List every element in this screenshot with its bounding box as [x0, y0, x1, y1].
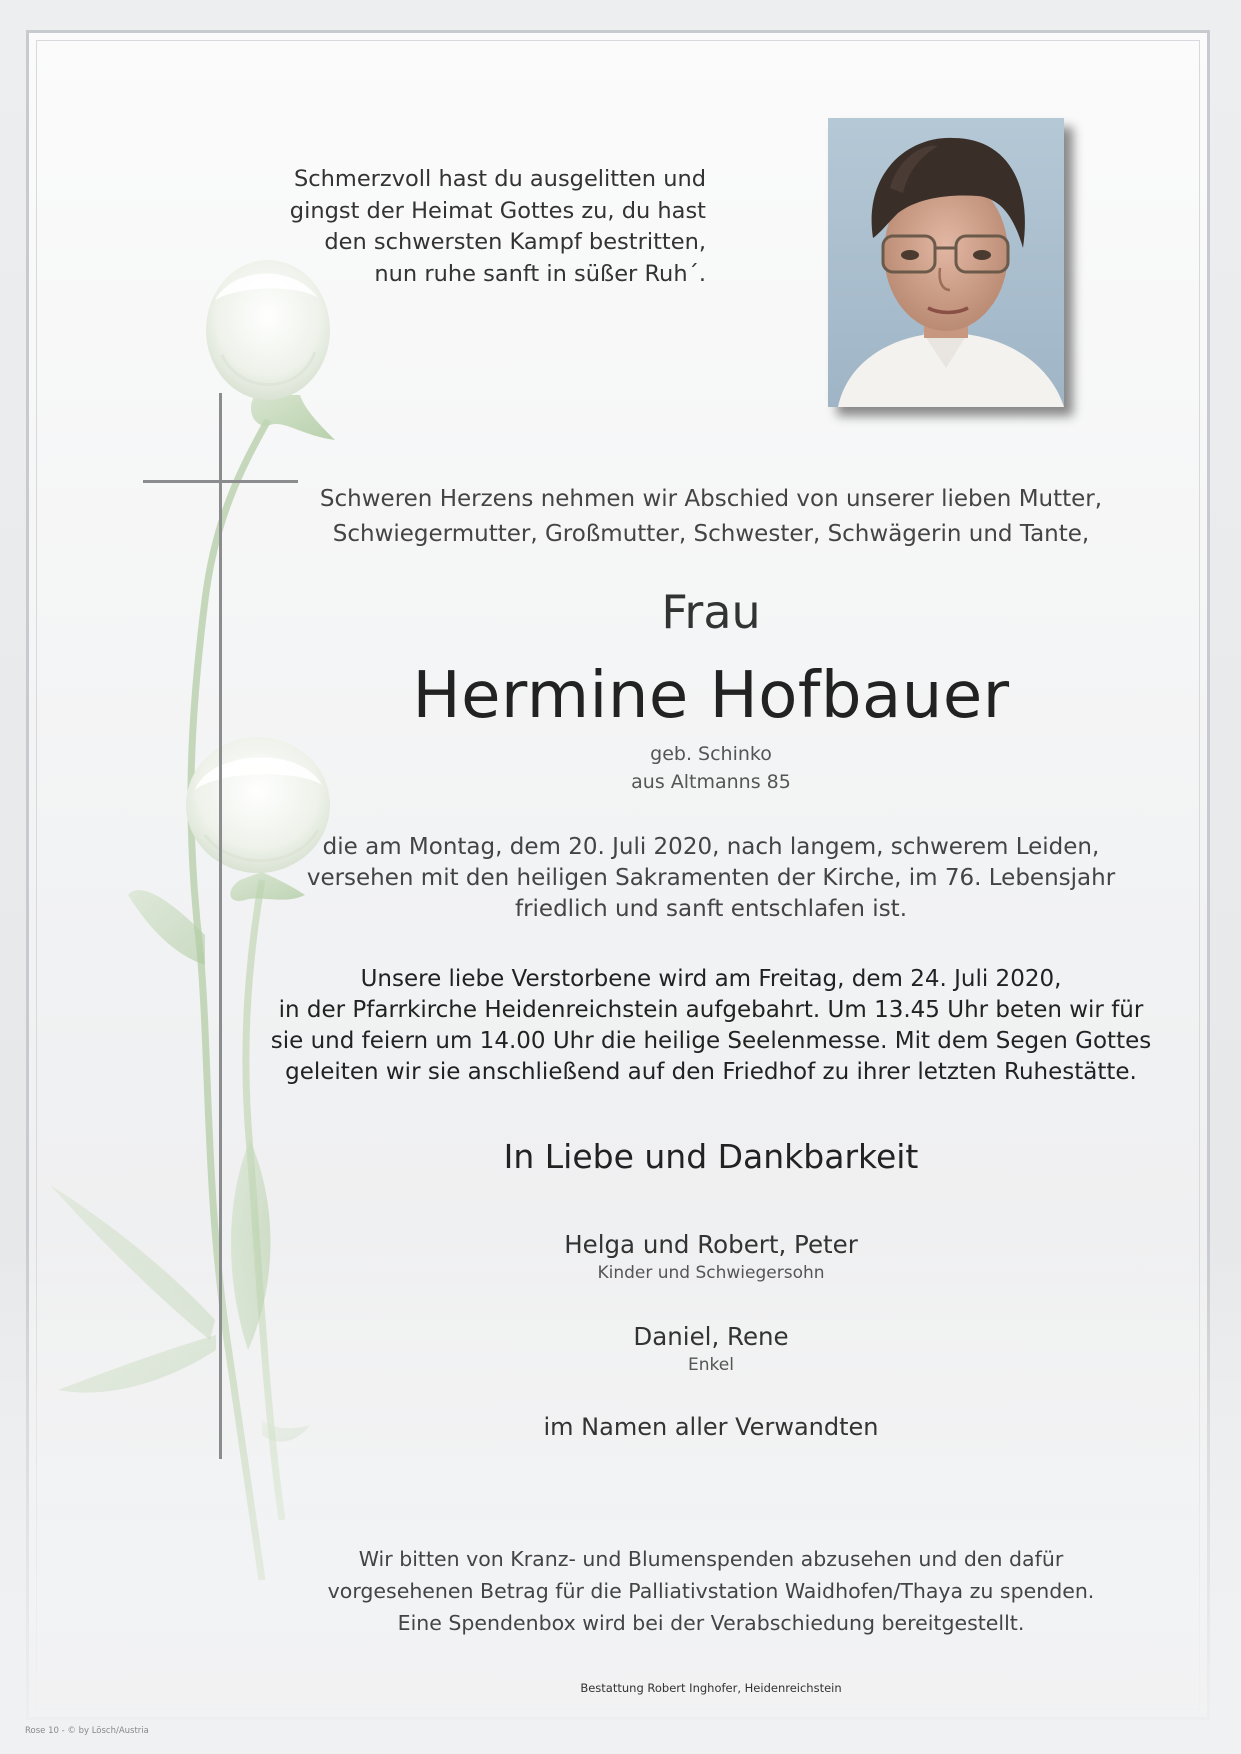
- donation-line: Wir bitten von Kranz- und Blumenspenden abzusehen und den dafür: [358, 1547, 1064, 1571]
- origin: aus Altmanns 85: [631, 771, 791, 793]
- intro-line: Schweren Herzens nehmen wir Abschied von unserer lieben Mutter,: [319, 486, 1103, 512]
- funeral-notice: [266, 964, 1156, 1088]
- death-notice-line: versehen mit den heiligen Sakramenten der Kirche, im 76. Lebensjahr: [306, 865, 1116, 891]
- intro-line: Schwiegermutter, Großmutter, Schwester, Schwägerin und Tante,: [332, 521, 1090, 547]
- copyright-note: Rose 10 - © by Lösch/Austria: [25, 1726, 149, 1736]
- mourner-role: Enkel: [688, 1355, 734, 1375]
- poem: [186, 164, 706, 290]
- closing-phrase: In Liebe und Dankbarkeit: [503, 1137, 919, 1176]
- portrait-image: [828, 118, 1064, 407]
- salutation: Frau: [661, 585, 761, 639]
- funeral-notice-line: sie und feiern um 14.00 Uhr die heilige Seelenmesse. Mit dem Segen Gottes: [270, 1028, 1152, 1054]
- funeral-notice-line: geleiten wir sie anschließend auf den Friedhof zu ihrer letzten Ruhestätte.: [285, 1059, 1137, 1085]
- funeral-notice-line: in der Pfarrkirche Heidenreichstein aufgebahrt. Um 13.45 Uhr beten wir für: [278, 997, 1144, 1023]
- donation-line: Eine Spendenbox wird bei der Verabschiedung bereitgestellt.: [397, 1611, 1025, 1635]
- deceased-name: Hermine Hofbauer: [412, 659, 1010, 733]
- death-notice: [266, 832, 1156, 925]
- portrait-photo: [828, 118, 1064, 407]
- intro-text: [266, 482, 1156, 552]
- mourner-role: Kinder und Schwiegersohn: [597, 1263, 825, 1283]
- donation-request: [266, 1543, 1156, 1639]
- donation-line: vorgesehenen Betrag für die Palliativstation Waidhofen/Thaya zu spenden.: [327, 1579, 1095, 1603]
- funeral-home: Bestattung Robert Inghofer, Heidenreichstein: [580, 1681, 842, 1695]
- relatives-line: im Namen aller Verwandten: [543, 1413, 879, 1441]
- funeral-notice-line: Unsere liebe Verstorbene wird am Freitag, dem 24. Juli 2020,: [360, 966, 1062, 992]
- mourner-names: Daniel, Rene: [633, 1322, 789, 1351]
- poem-line: nun ruhe sanft in süßer Ruh´.: [374, 260, 706, 287]
- poem-line: Schmerzvoll hast du ausgelitten und: [293, 166, 706, 192]
- death-notice-line: friedlich und sanft entschlafen ist.: [514, 896, 908, 922]
- mourner-names: Helga und Robert, Peter: [564, 1230, 858, 1259]
- poem-line: den schwersten Kampf bestritten,: [324, 229, 706, 255]
- poem-line: gingst der Heimat Gottes zu, du hast: [289, 197, 706, 224]
- death-notice-line: die am Montag, dem 20. Juli 2020, nach langem, schwerem Leiden,: [322, 834, 1100, 860]
- cross-vertical-bar: [219, 393, 222, 1459]
- birth-name: geb. Schinko: [650, 743, 772, 765]
